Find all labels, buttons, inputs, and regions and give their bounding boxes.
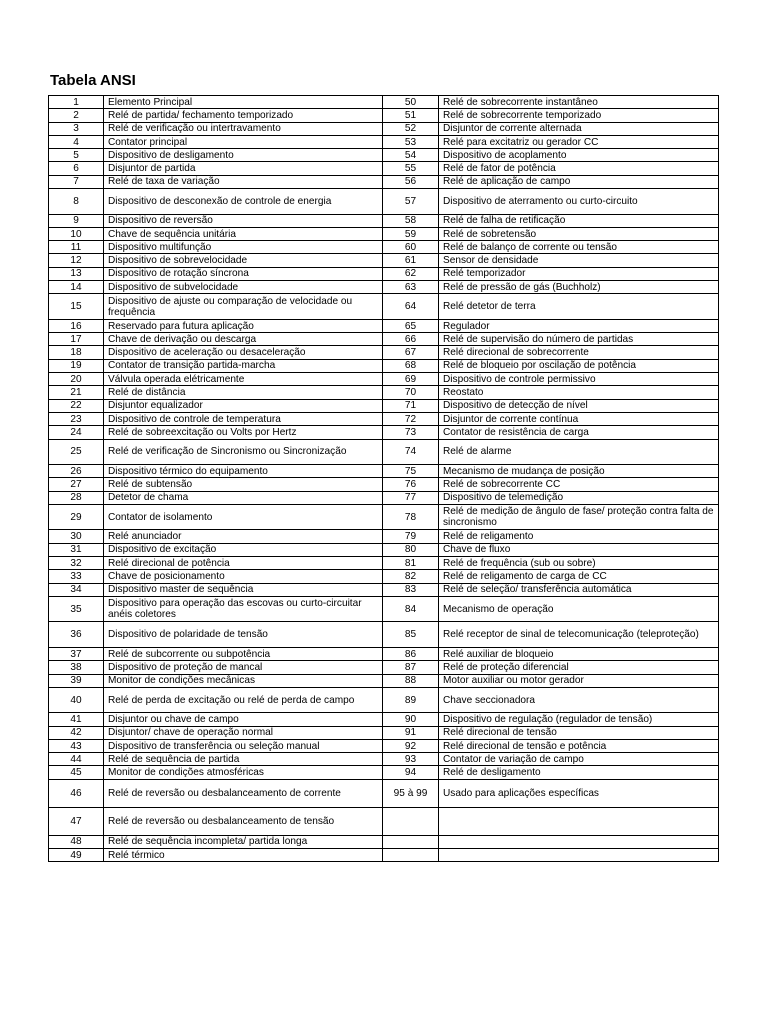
code-cell: 52 [383, 122, 439, 135]
code-cell: 9 [49, 214, 104, 227]
description-cell: Reostato [439, 386, 719, 399]
description-cell: Relé auxiliar de bloqueio [439, 647, 719, 660]
table-row [49, 281, 719, 294]
table-row [49, 687, 719, 713]
code-cell: 66 [383, 333, 439, 346]
code-cell: 69 [383, 373, 439, 386]
description-cell: Dispositivo de aceleração ou desaceleração [104, 346, 383, 359]
code-cell: 4 [49, 135, 104, 148]
description-cell: Dispositivo de sobrevelocidade [104, 254, 383, 267]
table-row [49, 412, 719, 425]
code-cell: 1 [49, 96, 104, 109]
table-row [49, 254, 719, 267]
code-cell: 93 [383, 753, 439, 766]
description-cell: Dispositivo de reversão [104, 214, 383, 227]
code-cell: 91 [383, 726, 439, 739]
description-cell: Sensor de densidade [439, 254, 719, 267]
code-cell: 89 [383, 687, 439, 713]
description-cell: Reservado para futura aplicação [104, 319, 383, 332]
code-cell: 37 [49, 647, 104, 660]
code-cell: 73 [383, 426, 439, 439]
description-cell: Dispositivo térmico do equipamento [104, 465, 383, 478]
description-cell: Relé de frequência (sub ou sobre) [439, 557, 719, 570]
description-cell: Relé de religamento [439, 530, 719, 543]
description-cell: Relé de distância [104, 386, 383, 399]
code-cell: 67 [383, 346, 439, 359]
table-row [49, 713, 719, 726]
code-cell: 79 [383, 530, 439, 543]
code-cell: 35 [49, 596, 104, 622]
ansi-table-body [49, 96, 719, 862]
description-cell: Relé receptor de sinal de telecomunicação (teleproteção) [439, 622, 719, 648]
code-cell: 7 [49, 175, 104, 188]
table-row [49, 596, 719, 622]
code-cell: 68 [383, 359, 439, 372]
description-cell: Relé de reversão ou desbalanceamento de corrente [104, 779, 383, 807]
code-cell: 22 [49, 399, 104, 412]
table-row [49, 241, 719, 254]
table-row [49, 96, 719, 109]
code-cell: 86 [383, 647, 439, 660]
description-cell: Dispositivo de proteção de mancal [104, 661, 383, 674]
table-row [49, 439, 719, 465]
description-cell: Relé de subtensão [104, 478, 383, 491]
description-cell: Relé de sobrecorrente CC [439, 478, 719, 491]
table-row [49, 622, 719, 648]
code-cell: 32 [49, 557, 104, 570]
description-cell: Relé de religamento de carga de CC [439, 570, 719, 583]
code-cell: 38 [49, 661, 104, 674]
description-cell: Dispositivo master de sequência [104, 583, 383, 596]
code-cell: 49 [49, 849, 104, 862]
description-cell: Relé de verificação ou intertravamento [104, 122, 383, 135]
description-cell: Chave de posicionamento [104, 570, 383, 583]
description-cell: Relé de subcorrente ou subpotência [104, 647, 383, 660]
description-cell: Disjuntor de corrente alternada [439, 122, 719, 135]
description-cell: Dispositivo de transferência ou seleção manual [104, 739, 383, 752]
code-cell: 48 [49, 835, 104, 848]
code-cell: 43 [49, 739, 104, 752]
code-cell: 54 [383, 149, 439, 162]
table-row [49, 162, 719, 175]
code-cell: 40 [49, 687, 104, 713]
description-cell: Relé de falha de retificação [439, 214, 719, 227]
code-cell: 16 [49, 319, 104, 332]
table-row [49, 504, 719, 530]
description-cell: Disjuntor/ chave de operação normal [104, 726, 383, 739]
code-cell: 74 [383, 439, 439, 465]
description-cell: Dispositivo de aterramento ou curto-circuito [439, 189, 719, 215]
code-cell: 39 [49, 674, 104, 687]
table-row [49, 570, 719, 583]
description-cell: Válvula operada elétricamente [104, 373, 383, 386]
code-cell: 21 [49, 386, 104, 399]
code-cell: 41 [49, 713, 104, 726]
table-row [49, 753, 719, 766]
description-cell: Dispositivo multifunção [104, 241, 383, 254]
description-cell: Elemento Principal [104, 96, 383, 109]
code-cell: 56 [383, 175, 439, 188]
table-row [49, 807, 719, 835]
table-row [49, 583, 719, 596]
description-cell: Relé de proteção diferencial [439, 661, 719, 674]
code-cell: 84 [383, 596, 439, 622]
description-cell: Relé de alarme [439, 439, 719, 465]
description-cell: Chave de fluxo [439, 543, 719, 556]
code-cell: 71 [383, 399, 439, 412]
table-row [49, 835, 719, 848]
code-cell: 36 [49, 622, 104, 648]
description-cell: Dispositivo de desligamento [104, 149, 383, 162]
table-row [49, 674, 719, 687]
code-cell: 14 [49, 281, 104, 294]
description-cell: Contator de resistência de carga [439, 426, 719, 439]
table-row [49, 399, 719, 412]
description-cell: Relé de balanço de corrente ou tensão [439, 241, 719, 254]
description-cell: Dispositivo de ajuste ou comparação de velocidade ou frequência [104, 294, 383, 320]
description-cell: Dispositivo de rotação síncrona [104, 267, 383, 280]
code-cell: 3 [49, 122, 104, 135]
code-cell: 20 [49, 373, 104, 386]
description-cell: Relé direcional de potência [104, 557, 383, 570]
code-cell: 63 [383, 281, 439, 294]
description-cell: Contator principal [104, 135, 383, 148]
code-cell: 94 [383, 766, 439, 779]
code-cell: 60 [383, 241, 439, 254]
description-cell: Relé detetor de terra [439, 294, 719, 320]
code-cell: 17 [49, 333, 104, 346]
code-cell: 27 [49, 478, 104, 491]
table-row [49, 491, 719, 504]
table-row [49, 557, 719, 570]
description-cell: Dispositivo para operação das escovas ou curto-circuitar anéis coletores [104, 596, 383, 622]
code-cell: 47 [49, 807, 104, 835]
ansi-table [48, 95, 719, 862]
table-row [49, 530, 719, 543]
code-cell: 81 [383, 557, 439, 570]
table-row [49, 766, 719, 779]
description-cell: Relé de seleção/ transferência automática [439, 583, 719, 596]
description-cell: Dispositivo de regulação (regulador de tensão) [439, 713, 719, 726]
description-cell: Relé de sequência incompleta/ partida longa [104, 835, 383, 848]
code-cell: 90 [383, 713, 439, 726]
table-row [49, 333, 719, 346]
description-cell: Chave de derivação ou descarga [104, 333, 383, 346]
code-cell: 64 [383, 294, 439, 320]
description-cell: Relé de desligamento [439, 766, 719, 779]
description-cell: Contator de transição partida-marcha [104, 359, 383, 372]
description-cell: Motor auxiliar ou motor gerador [439, 674, 719, 687]
table-row [49, 135, 719, 148]
code-cell [383, 849, 439, 862]
description-cell: Dispositivo de subvelocidade [104, 281, 383, 294]
table-row [49, 267, 719, 280]
code-cell: 77 [383, 491, 439, 504]
description-cell: Relé de sobrecorrente temporizado [439, 109, 719, 122]
table-row [49, 109, 719, 122]
description-cell: Relé de sobretensão [439, 227, 719, 240]
table-row [49, 849, 719, 862]
table-row [49, 227, 719, 240]
description-cell: Relé de medição de ângulo de fase/ proteção contra falta de sincronismo [439, 504, 719, 530]
code-cell: 10 [49, 227, 104, 240]
code-cell: 19 [49, 359, 104, 372]
description-cell: Relé de perda de excitação ou relé de perda de campo [104, 687, 383, 713]
table-row [49, 647, 719, 660]
description-cell: Dispositivo de detecção de nível [439, 399, 719, 412]
code-cell: 53 [383, 135, 439, 148]
description-cell: Relé de sequência de partida [104, 753, 383, 766]
code-cell: 83 [383, 583, 439, 596]
description-cell: Relé direcional de sobrecorrente [439, 346, 719, 359]
code-cell: 23 [49, 412, 104, 425]
table-row [49, 294, 719, 320]
description-cell [439, 849, 719, 862]
description-cell: Contator de isolamento [104, 504, 383, 530]
description-cell: Dispositivo de desconexão de controle de energia [104, 189, 383, 215]
table-row [49, 189, 719, 215]
code-cell: 85 [383, 622, 439, 648]
description-cell: Disjuntor equalizador [104, 399, 383, 412]
code-cell: 87 [383, 661, 439, 674]
table-row [49, 175, 719, 188]
code-cell: 62 [383, 267, 439, 280]
table-row [49, 779, 719, 807]
description-cell [439, 835, 719, 848]
description-cell: Dispositivo de polaridade de tensão [104, 622, 383, 648]
code-cell [383, 835, 439, 848]
description-cell: Regulador [439, 319, 719, 332]
description-cell: Dispositivo de controle permissivo [439, 373, 719, 386]
code-cell: 70 [383, 386, 439, 399]
table-row [49, 739, 719, 752]
code-cell: 51 [383, 109, 439, 122]
table-row [49, 726, 719, 739]
code-cell: 11 [49, 241, 104, 254]
code-cell: 61 [383, 254, 439, 267]
description-cell: Usado para aplicações específicas [439, 779, 719, 807]
code-cell: 46 [49, 779, 104, 807]
table-row [49, 346, 719, 359]
code-cell: 82 [383, 570, 439, 583]
code-cell: 29 [49, 504, 104, 530]
description-cell: Relé de verificação de Sincronismo ou Sincronização [104, 439, 383, 465]
code-cell: 18 [49, 346, 104, 359]
code-cell: 8 [49, 189, 104, 215]
description-cell: Relé de partida/ fechamento temporizado [104, 109, 383, 122]
description-cell: Detetor de chama [104, 491, 383, 504]
description-cell: Relé de reversão ou desbalanceamento de tensão [104, 807, 383, 835]
description-cell [439, 807, 719, 835]
code-cell: 2 [49, 109, 104, 122]
code-cell: 92 [383, 739, 439, 752]
code-cell: 59 [383, 227, 439, 240]
table-row [49, 122, 719, 135]
table-row [49, 543, 719, 556]
table-row [49, 426, 719, 439]
description-cell: Relé de aplicação de campo [439, 175, 719, 188]
code-cell: 88 [383, 674, 439, 687]
code-cell: 25 [49, 439, 104, 465]
code-cell: 76 [383, 478, 439, 491]
table-row [49, 359, 719, 372]
table-row [49, 465, 719, 478]
code-cell: 6 [49, 162, 104, 175]
code-cell: 5 [49, 149, 104, 162]
description-cell: Monitor de condições mecânicas [104, 674, 383, 687]
code-cell: 12 [49, 254, 104, 267]
description-cell: Disjuntor ou chave de campo [104, 713, 383, 726]
table-row [49, 373, 719, 386]
code-cell: 80 [383, 543, 439, 556]
description-cell: Relé temporizador [439, 267, 719, 280]
code-cell: 44 [49, 753, 104, 766]
table-row [49, 214, 719, 227]
code-cell: 45 [49, 766, 104, 779]
code-cell: 13 [49, 267, 104, 280]
description-cell: Relé de bloqueio por oscilação de potência [439, 359, 719, 372]
code-cell: 57 [383, 189, 439, 215]
description-cell: Relé térmico [104, 849, 383, 862]
description-cell: Dispositivo de controle de temperatura [104, 412, 383, 425]
code-cell: 34 [49, 583, 104, 596]
description-cell: Relé de fator de potência [439, 162, 719, 175]
code-cell: 78 [383, 504, 439, 530]
code-cell: 95 à 99 [383, 779, 439, 807]
code-cell: 50 [383, 96, 439, 109]
code-cell: 33 [49, 570, 104, 583]
description-cell: Relé direcional de tensão e potência [439, 739, 719, 752]
code-cell: 65 [383, 319, 439, 332]
description-cell: Contator de variação de campo [439, 753, 719, 766]
description-cell: Monitor de condições atmosféricas [104, 766, 383, 779]
table-row [49, 478, 719, 491]
description-cell: Relé de taxa de variação [104, 175, 383, 188]
description-cell: Relé de supervisão do número de partidas [439, 333, 719, 346]
code-cell: 31 [49, 543, 104, 556]
description-cell: Relé anunciador [104, 530, 383, 543]
code-cell: 15 [49, 294, 104, 320]
table-row [49, 661, 719, 674]
table-row [49, 386, 719, 399]
code-cell: 24 [49, 426, 104, 439]
page-title: Tabela ANSI [50, 72, 136, 89]
description-cell: Mecanismo de operação [439, 596, 719, 622]
description-cell: Relé para excitatriz ou gerador CC [439, 135, 719, 148]
code-cell: 30 [49, 530, 104, 543]
description-cell: Chave seccionadora [439, 687, 719, 713]
description-cell: Mecanismo de mudança de posição [439, 465, 719, 478]
code-cell: 75 [383, 465, 439, 478]
description-cell: Dispositivo de excitação [104, 543, 383, 556]
description-cell: Relé de sobrecorrente instantâneo [439, 96, 719, 109]
description-cell: Relé direcional de tensão [439, 726, 719, 739]
code-cell: 55 [383, 162, 439, 175]
description-cell: Dispositivo de acoplamento [439, 149, 719, 162]
code-cell: 26 [49, 465, 104, 478]
code-cell: 58 [383, 214, 439, 227]
code-cell: 42 [49, 726, 104, 739]
code-cell [383, 807, 439, 835]
table-row [49, 149, 719, 162]
description-cell: Chave de sequência unitária [104, 227, 383, 240]
description-cell: Disjuntor de partida [104, 162, 383, 175]
description-cell: Disjuntor de corrente contínua [439, 412, 719, 425]
code-cell: 28 [49, 491, 104, 504]
table-row [49, 319, 719, 332]
description-cell: Relé de pressão de gás (Buchholz) [439, 281, 719, 294]
description-cell: Dispositivo de telemedição [439, 491, 719, 504]
description-cell: Relé de sobreexcitação ou Volts por Hertz [104, 426, 383, 439]
code-cell: 72 [383, 412, 439, 425]
